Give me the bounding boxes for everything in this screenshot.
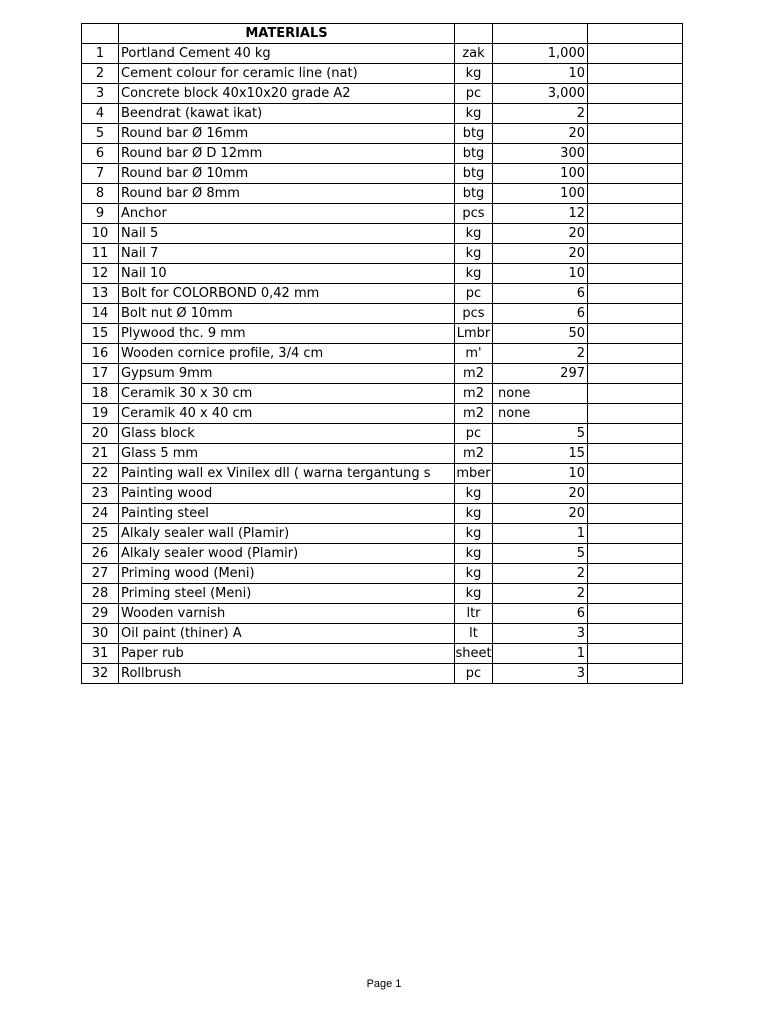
row-extra [588,324,683,344]
row-quantity: 20 [493,484,588,504]
row-description: Ceramik 30 x 30 cm [119,384,455,404]
row-unit: mber [455,464,493,484]
row-extra [588,504,683,524]
row-extra [588,564,683,584]
row-quantity: 5 [493,544,588,564]
row-extra [588,84,683,104]
row-unit: pc [455,284,493,304]
table-row [82,464,683,484]
row-description: Round bar Ø 16mm [119,124,455,144]
row-unit: m2 [455,384,493,404]
row-unit: btg [455,124,493,144]
row-quantity: 20 [493,244,588,264]
row-quantity: 297 [493,364,588,384]
row-quantity: 10 [493,464,588,484]
row-unit: zak [455,44,493,64]
table-row [82,324,683,344]
row-quantity: 1 [493,644,588,664]
row-description: Painting wall ex Vinilex dll ( warna tergantung s [119,464,455,484]
row-description: Glass block [119,424,455,444]
row-unit: kg [455,264,493,284]
table-row [82,244,683,264]
row-quantity: 100 [493,184,588,204]
row-description: Concrete block 40x10x20 grade A2 [119,84,455,104]
row-extra [588,664,683,684]
header-extra-cell [588,24,683,44]
row-extra [588,184,683,204]
row-number: 6 [82,144,119,164]
row-description: Beendrat (kawat ikat) [119,104,455,124]
row-number: 31 [82,644,119,664]
row-unit: kg [455,504,493,524]
row-description: Gypsum 9mm [119,364,455,384]
row-number: 12 [82,264,119,284]
row-unit: kg [455,224,493,244]
row-unit: btg [455,164,493,184]
row-number: 4 [82,104,119,124]
row-description: Painting wood [119,484,455,504]
table-row [82,104,683,124]
row-unit: m2 [455,444,493,464]
row-extra [588,364,683,384]
row-number: 7 [82,164,119,184]
row-quantity: 15 [493,444,588,464]
row-quantity: 10 [493,264,588,284]
row-description: Nail 5 [119,224,455,244]
row-number: 24 [82,504,119,524]
row-description: Portland Cement 40 kg [119,44,455,64]
row-number: 11 [82,244,119,264]
table-row [82,124,683,144]
table-row [82,604,683,624]
row-extra [588,404,683,424]
row-quantity: 3 [493,624,588,644]
row-unit: pcs [455,304,493,324]
row-unit: kg [455,104,493,124]
row-quantity: 12 [493,204,588,224]
row-extra [588,524,683,544]
row-number: 19 [82,404,119,424]
row-description: Round bar Ø 8mm [119,184,455,204]
row-extra [588,244,683,264]
row-description: Glass 5 mm [119,444,455,464]
row-description: Round bar Ø 10mm [119,164,455,184]
row-extra [588,344,683,364]
row-quantity: 3,000 [493,84,588,104]
row-quantity: 100 [493,164,588,184]
row-unit: Lmbr [455,324,493,344]
row-extra [588,424,683,444]
row-quantity: 2 [493,104,588,124]
row-quantity: 2 [493,584,588,604]
materials-table [81,23,683,684]
row-unit: pcs [455,204,493,224]
row-quantity: 2 [493,564,588,584]
row-unit: m' [455,344,493,364]
row-unit: kg [455,244,493,264]
row-unit: kg [455,564,493,584]
table-row [82,44,683,64]
table-row [82,64,683,84]
row-description: Priming steel (Meni) [119,584,455,604]
row-description: Rollbrush [119,664,455,684]
table-row [82,584,683,604]
row-number: 30 [82,624,119,644]
row-quantity: 1 [493,524,588,544]
row-quantity: none [493,384,588,404]
row-description: Bolt for COLORBOND 0,42 mm [119,284,455,304]
row-number: 22 [82,464,119,484]
table-row [82,384,683,404]
row-extra [588,604,683,624]
table-row [82,544,683,564]
table-row [82,484,683,504]
table-row [82,304,683,324]
row-number: 21 [82,444,119,464]
table-header-row [82,24,683,44]
row-extra [588,304,683,324]
table-row [82,364,683,384]
row-quantity: 1,000 [493,44,588,64]
row-unit: kg [455,584,493,604]
row-unit: lt [455,624,493,644]
row-quantity: 5 [493,424,588,444]
row-quantity: 20 [493,504,588,524]
row-number: 2 [82,64,119,84]
row-description: Cement colour for ceramic line (nat) [119,64,455,84]
table-row [82,444,683,464]
row-unit: kg [455,544,493,564]
row-number: 28 [82,584,119,604]
row-number: 25 [82,524,119,544]
page-footer: Page 1 [366,978,402,990]
row-number: 17 [82,364,119,384]
table-row [82,224,683,244]
row-extra [588,444,683,464]
row-quantity: 50 [493,324,588,344]
table-row [82,264,683,284]
row-extra [588,384,683,404]
row-unit: ltr [455,604,493,624]
materials-table-body [82,24,683,684]
row-description: Alkaly sealer wood (Plamir) [119,544,455,564]
table-row [82,624,683,644]
table-row [82,524,683,544]
row-extra [588,544,683,564]
row-description: Paper rub [119,644,455,664]
row-unit: btg [455,144,493,164]
row-extra [588,484,683,504]
row-quantity: 10 [493,64,588,84]
row-description: Round bar Ø D 12mm [119,144,455,164]
table-row [82,664,683,684]
row-unit: sheet [455,644,493,664]
row-number: 5 [82,124,119,144]
row-number: 27 [82,564,119,584]
table-row [82,84,683,104]
row-unit: kg [455,484,493,504]
row-extra [588,104,683,124]
row-unit: kg [455,64,493,84]
row-description: Nail 10 [119,264,455,284]
table-row [82,344,683,364]
row-unit: pc [455,664,493,684]
row-number: 1 [82,44,119,64]
row-quantity: 2 [493,344,588,364]
row-description: Priming wood (Meni) [119,564,455,584]
row-number: 23 [82,484,119,504]
row-unit: pc [455,84,493,104]
row-number: 18 [82,384,119,404]
row-quantity: 20 [493,224,588,244]
row-extra [588,584,683,604]
row-quantity: none [493,404,588,424]
row-extra [588,164,683,184]
row-number: 26 [82,544,119,564]
row-extra [588,224,683,244]
row-number: 14 [82,304,119,324]
row-unit: m2 [455,364,493,384]
table-row [82,164,683,184]
row-quantity: 20 [493,124,588,144]
row-number: 16 [82,344,119,364]
row-quantity: 300 [493,144,588,164]
table-row [82,204,683,224]
row-number: 3 [82,84,119,104]
row-extra [588,204,683,224]
row-unit: m2 [455,404,493,424]
table-row [82,144,683,164]
row-description: Ceramik 40 x 40 cm [119,404,455,424]
row-number: 9 [82,204,119,224]
row-number: 20 [82,424,119,444]
row-number: 32 [82,664,119,684]
row-unit: btg [455,184,493,204]
table-row [82,564,683,584]
row-description: Wooden cornice profile, 3/4 cm [119,344,455,364]
header-number-cell [82,24,119,44]
row-extra [588,644,683,664]
table-row [82,644,683,664]
row-unit: pc [455,424,493,444]
row-quantity: 6 [493,284,588,304]
row-extra [588,624,683,644]
table-row [82,404,683,424]
row-extra [588,124,683,144]
row-quantity: 3 [493,664,588,684]
header-quantity-cell [493,24,588,44]
row-number: 13 [82,284,119,304]
row-number: 15 [82,324,119,344]
row-number: 29 [82,604,119,624]
row-description: Bolt nut Ø 10mm [119,304,455,324]
row-extra [588,44,683,64]
header-unit-cell [455,24,493,44]
row-description: Anchor [119,204,455,224]
row-quantity: 6 [493,604,588,624]
row-unit: kg [455,524,493,544]
row-description: Wooden varnish [119,604,455,624]
row-extra [588,264,683,284]
row-description: Nail 7 [119,244,455,264]
row-quantity: 6 [493,304,588,324]
row-description: Plywood thc. 9 mm [119,324,455,344]
table-row [82,284,683,304]
row-description: Painting steel [119,504,455,524]
table-row [82,504,683,524]
table-title: MATERIALS [119,24,455,44]
row-extra [588,144,683,164]
row-number: 10 [82,224,119,244]
row-description: Oil paint (thiner) A [119,624,455,644]
table-row [82,424,683,444]
row-number: 8 [82,184,119,204]
row-extra [588,284,683,304]
row-description: Alkaly sealer wall (Plamir) [119,524,455,544]
row-extra [588,64,683,84]
row-extra [588,464,683,484]
table-row [82,184,683,204]
